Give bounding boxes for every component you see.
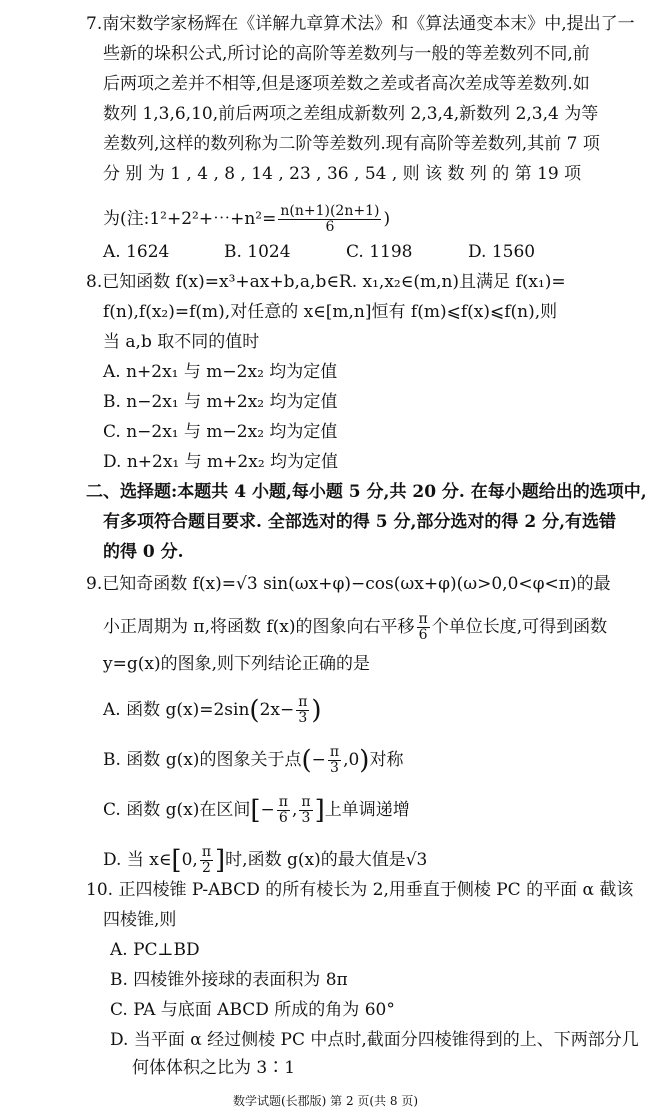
- q9-shift-fraction: [417, 612, 430, 643]
- q9-option-c-numerator-2: π: [301, 794, 311, 810]
- section2-line-3: 的得 0 分.: [103, 542, 184, 562]
- q9-line-2-suffix: 个单位长度,可得到函数: [431, 617, 608, 637]
- q9-shift-numerator: π: [418, 611, 428, 627]
- q10-option-c: C. PA 与底面 ABCD 所成的角为 60°: [110, 1000, 395, 1020]
- q8-line-1: 8.已知函数 f(x)=x³+ax+b,a,b∈R. x₁,x₂∈(m,n)且满足 f(x₁)=: [86, 272, 566, 292]
- q9-option-b-inner: −: [311, 750, 326, 770]
- q9-option-c-numerator-1: π: [278, 794, 288, 810]
- q9-option-d-inner: 0,: [181, 850, 198, 870]
- q7-note-line: [103, 204, 390, 235]
- q9-option-d-fraction: [200, 845, 213, 876]
- q7-note-fraction: [278, 204, 381, 235]
- q7-line-2: 些新的垛积公式,所讨论的高阶等差数列与一般的等差数列不同,前: [103, 44, 590, 64]
- q9-option-a-prefix: A. 函数 g(x)=2sin: [103, 700, 250, 720]
- q7-line-6: 分 别 为 1 , 4 , 8 , 14 , 23 , 36 , 54 , 则 该 数 列 的 第 19 项: [103, 164, 582, 184]
- q9-option-d-suffix: 时,函数 g(x)的最大值是√3: [225, 850, 428, 870]
- q9-option-c-inner: −: [260, 800, 275, 820]
- q7-line-1: 7.南宋数学家杨辉在《详解九章算术法》和《算法通变本末》中,提出了一: [86, 14, 635, 34]
- q10-option-a: A. PC⊥BD: [110, 940, 200, 960]
- q7-note-prefix: 为(注:1²+2²+⋯+n²=: [103, 209, 277, 229]
- q9-option-c-close-bracket: ]: [314, 795, 325, 826]
- q9-option-a-open-paren: (: [249, 695, 260, 726]
- q9-option-d-denominator: 2: [201, 860, 211, 876]
- q9-option-d: [103, 845, 427, 876]
- q9-option-b-open-paren: (: [301, 745, 312, 776]
- q9-option-b-fraction: [328, 745, 341, 776]
- q9-option-b-numerator: π: [329, 744, 340, 760]
- q7-note-suffix: ): [383, 209, 391, 229]
- q9-option-b-prefix: B. 函数 g(x)的图象关于点: [103, 750, 302, 770]
- q9-option-b: [103, 745, 403, 776]
- q9-option-a-fraction: [296, 695, 309, 726]
- q9-option-c-denominator-2: 3: [301, 810, 311, 826]
- q9-option-d-close-bracket: ]: [215, 845, 226, 876]
- q9-option-a-inner: 2x−: [259, 700, 295, 720]
- q8-line-3: 当 a,b 取不同的值时: [103, 332, 260, 352]
- q10-line-2: 四棱锥,则: [103, 910, 177, 930]
- q7-option-d: D. 1560: [468, 242, 536, 262]
- q7-option-a: A. 1624: [103, 242, 170, 262]
- q7-option-b: B. 1024: [224, 242, 291, 262]
- q10-option-d: D. 当平面 α 经过侧棱 PC 中点时,截面分四棱锥得到的上、下两部分几: [110, 1030, 639, 1050]
- q7-note-numerator: n(n+1)(2n+1): [280, 203, 380, 219]
- q7-note-denominator: 6: [325, 219, 335, 235]
- q8-line-2: f(n),f(x₂)=f(m),对任意的 x∈[m,n]恒有 f(m)⩽f(x)⩽f(n),则: [103, 302, 558, 322]
- q9-option-a-denominator: 3: [298, 710, 308, 726]
- q7-line-3: 后两项之差并不相等,但是逐项差数之差或者高次差成等差数列.如: [103, 74, 590, 94]
- q9-option-b-denominator: 3: [330, 760, 339, 776]
- q9-option-c-fraction-2: [299, 795, 312, 826]
- q10-line-1: 10. 正四棱锥 P-ABCD 的所有棱长为 2,用垂直于侧棱 PC 的平面 α 截该: [86, 880, 634, 900]
- q9-line-3: y=g(x)的图象,则下列结论正确的是: [103, 654, 370, 674]
- q9-line-2: [103, 612, 607, 643]
- q10-option-d-continued: 何体体积之比为 3∶1: [132, 1058, 296, 1078]
- q7-option-c: C. 1198: [346, 242, 413, 262]
- q9-option-b-close-paren: ): [359, 745, 370, 776]
- q9-option-d-numerator: π: [201, 844, 212, 860]
- q8-option-c: C. n−2x₁ 与 m−2x₂ 均为定值: [103, 422, 338, 442]
- q9-option-d-open-bracket: [: [171, 845, 182, 876]
- q9-option-c: [103, 795, 410, 826]
- section2-line-1: 二、选择题:本题共 4 小题,每小题 5 分,共 20 分. 在每小题给出的选项中,: [86, 482, 647, 502]
- q9-option-c-fraction-1: [277, 795, 290, 826]
- q9-option-c-open-bracket: [: [250, 795, 261, 826]
- q7-line-4: 数列 1,3,6,10,前后两项之差组成新数列 2,3,4,新数列 2,3,4 为等: [103, 104, 599, 124]
- q9-option-a-close-paren: ): [311, 695, 322, 726]
- q9-line-2-prefix: 小正周期为 π,将函数 f(x)的图象向右平移: [103, 617, 415, 637]
- q9-shift-denominator: 6: [418, 627, 428, 643]
- q9-option-b-tail: ,0: [343, 750, 360, 770]
- q9-option-b-suffix: 对称: [369, 750, 404, 770]
- q8-option-a: A. n+2x₁ 与 m−2x₂ 均为定值: [103, 362, 338, 382]
- q9-option-c-suffix: 上单调递增: [324, 800, 410, 820]
- q9-option-c-separator: ,: [291, 800, 298, 820]
- q10-option-b: B. 四棱锥外接球的表面积为 8π: [110, 970, 348, 990]
- q9-option-a-numerator: π: [298, 694, 308, 710]
- q9-option-a: [103, 695, 322, 726]
- q9-option-c-denominator-1: 6: [278, 810, 288, 826]
- q8-option-d: D. n+2x₁ 与 m+2x₂ 均为定值: [103, 452, 339, 472]
- q7-line-5: 差数列,这样的数列称为二阶等差数列.现有高阶等差数列,其前 7 项: [103, 134, 600, 154]
- page-footer: 数学试题(长郡版) 第 2 页(共 8 页): [232, 1094, 419, 1108]
- q9-line-1: 9.已知奇函数 f(x)=√3 sin(ωx+φ)−cos(ωx+φ)(ω>0,0<φ<π)的最: [86, 574, 611, 594]
- q9-option-c-prefix: C. 函数 g(x)在区间: [103, 800, 251, 820]
- section2-line-2: 有多项符合题目要求. 全部选对的得 5 分,部分选对的得 2 分,有选错: [103, 512, 617, 532]
- q9-option-d-prefix: D. 当 x∈: [103, 850, 172, 870]
- q8-option-b: B. n−2x₁ 与 m+2x₂ 均为定值: [103, 392, 338, 412]
